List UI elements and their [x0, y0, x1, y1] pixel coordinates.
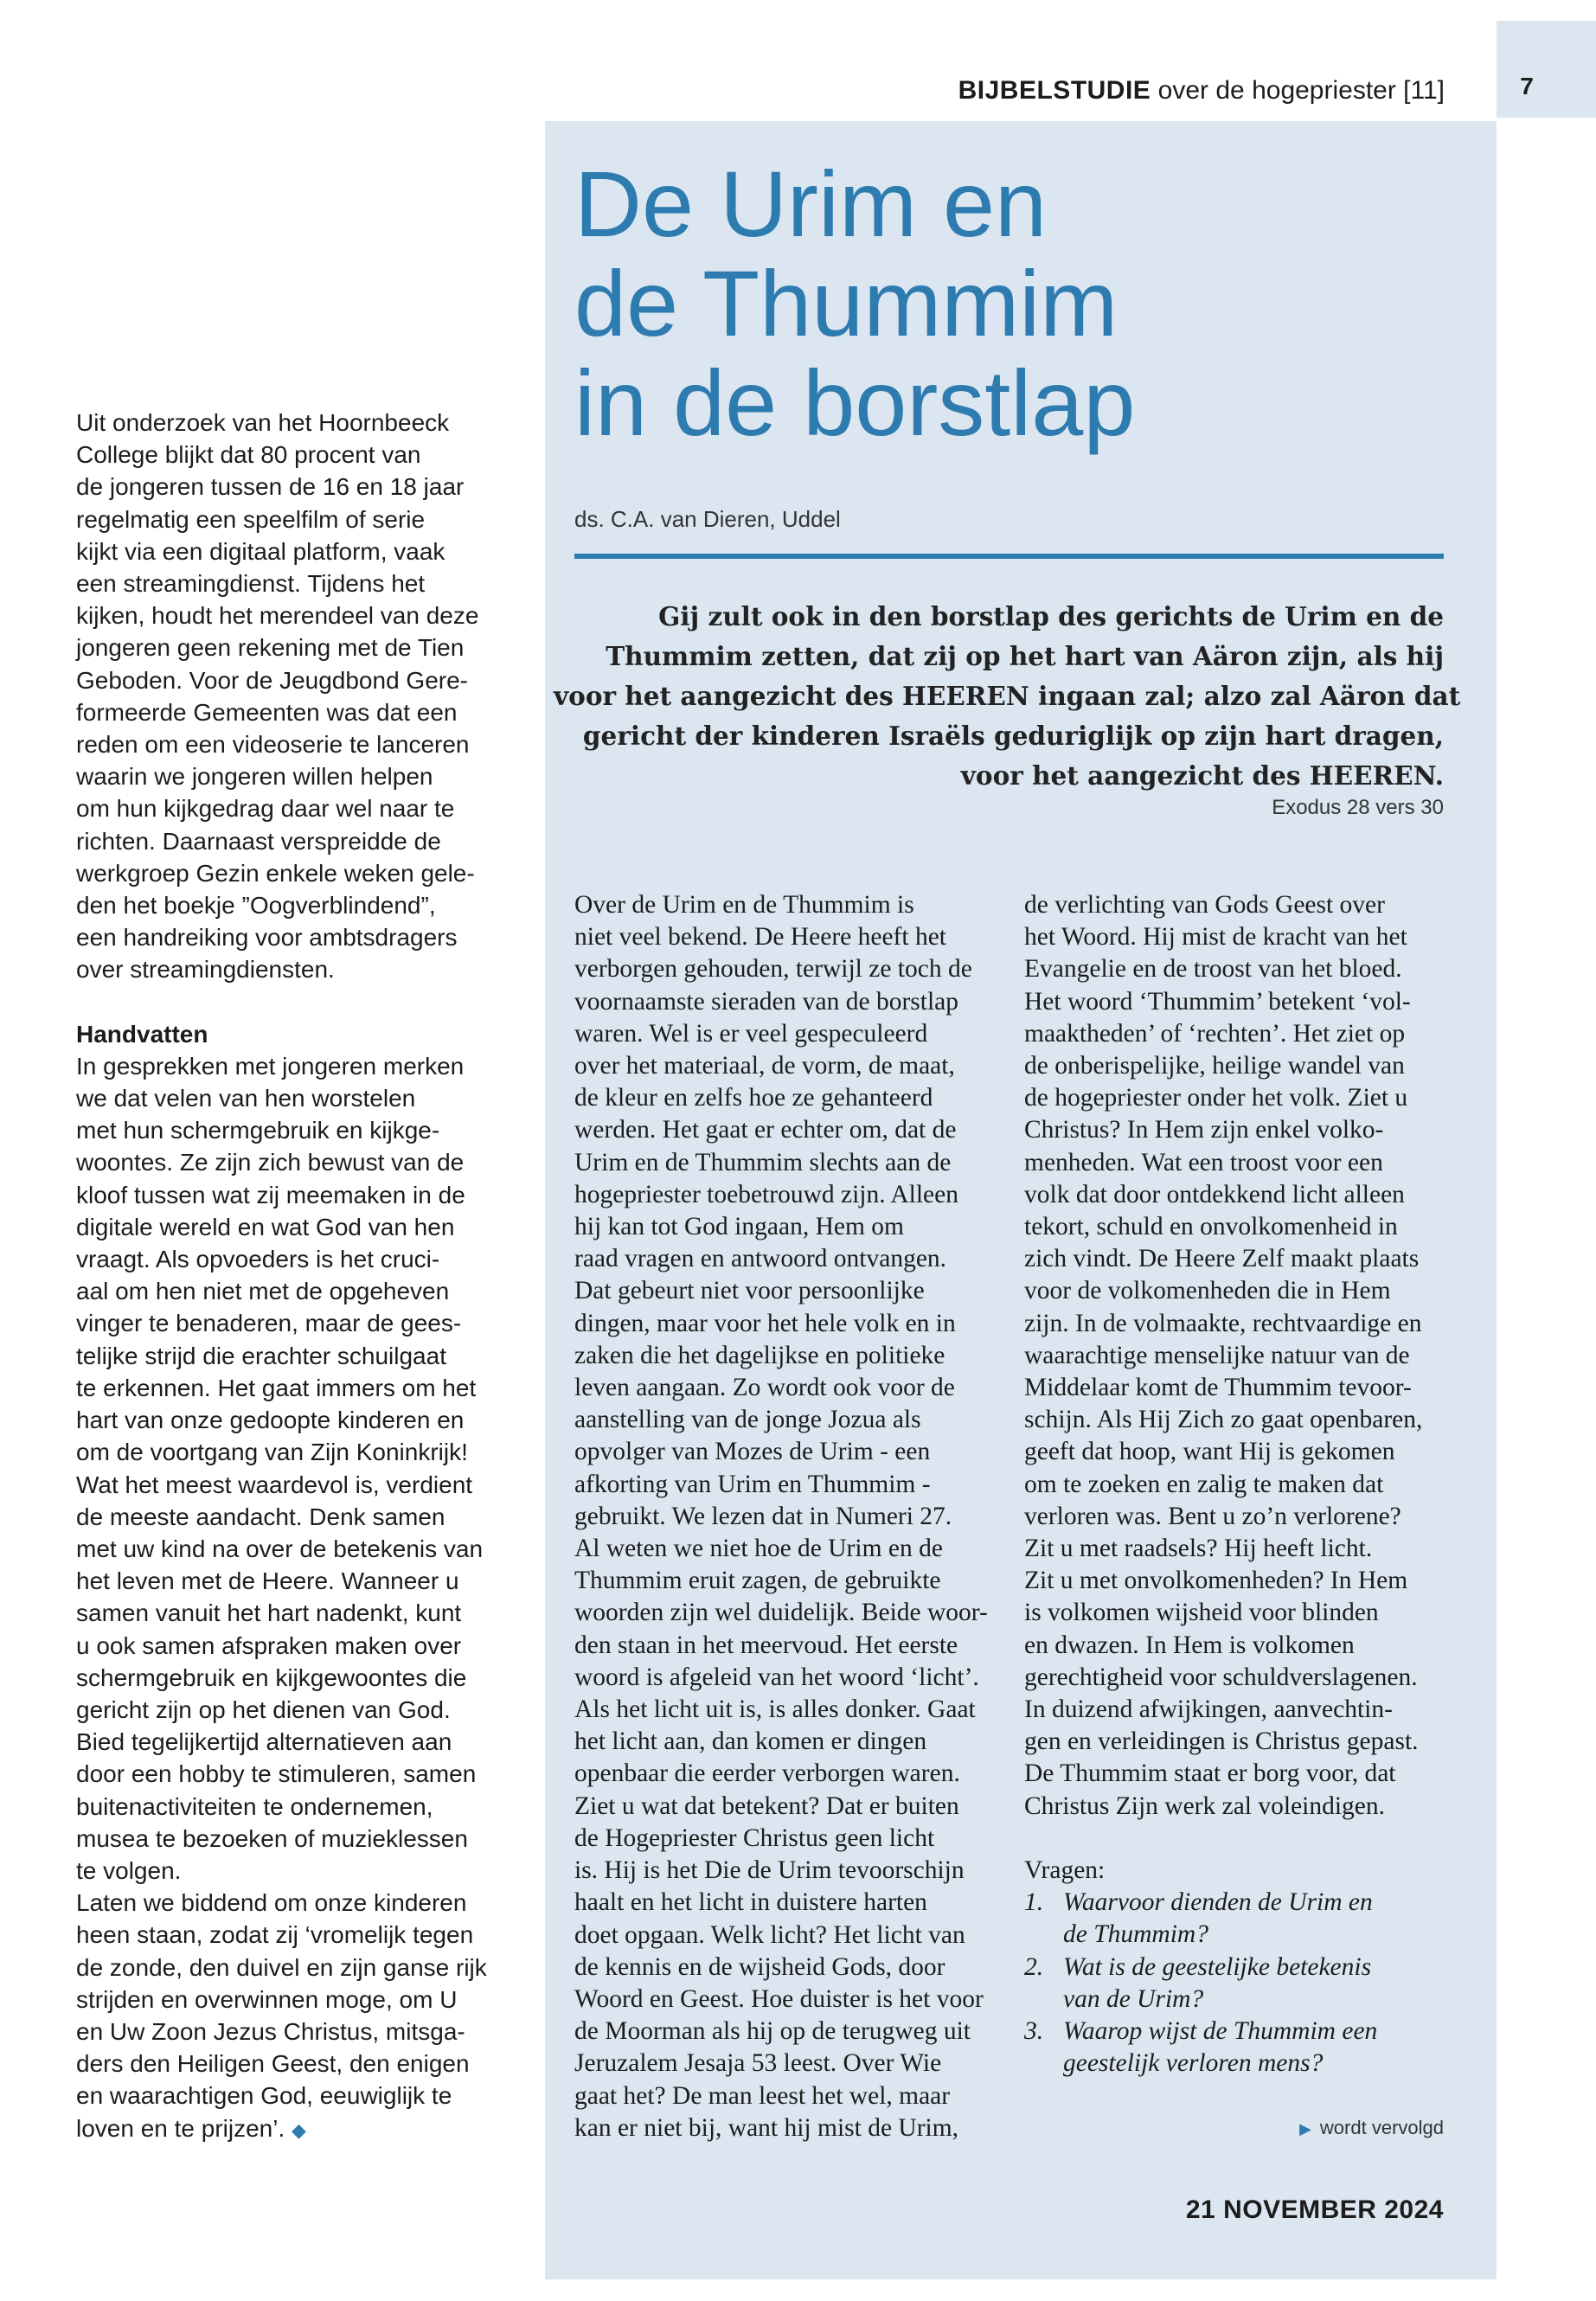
text-line: Als het licht uit is, is alles donker. Gaat — [574, 1695, 976, 1724]
text-line: Bied tegelijkertijd alternatieven aan — [76, 1728, 452, 1756]
text-line: hart van onze gedoopte kinderen en — [76, 1407, 465, 1434]
quote-line: voor het aangezicht des HEEREN ingaan zal; alzo zal Aäron dat — [554, 681, 1461, 711]
quote-line: voor het aangezicht des HEEREN. — [960, 760, 1444, 791]
text-line: dingen, maar voor het hele volk en in — [574, 1309, 956, 1337]
text-line: gericht zijn op het dienen van God. — [76, 1695, 451, 1723]
title-divider — [574, 554, 1444, 559]
text-line: musea te bezoeken of muzieklessen — [76, 1824, 468, 1852]
text-line: Evangelie en de troost van het bloed. — [1024, 955, 1402, 984]
author-byline: ds. C.A. van Dieren, Uddel — [574, 506, 841, 532]
text-line: Laten we biddend om onze kinderen — [76, 1889, 467, 1917]
text-line: formeerde Gemeenten was dat een — [76, 698, 458, 726]
text-line: we dat velen van hen worstelen — [76, 1085, 416, 1112]
text-line: Urim en de Thummim slechts aan de — [574, 1148, 952, 1176]
text-line: heen staan, zodat zij ‘vromelijk tegen — [76, 1921, 474, 1949]
sidebar-paragraph-2 — [76, 1050, 526, 2146]
text-line: den staan in het meervoud. Het eerste — [574, 1631, 958, 1659]
scripture-quote — [554, 597, 1461, 796]
text-line: kan er niet bij, want hij mist de Urim, — [574, 2113, 959, 2142]
text-line: regelmatig een speelfilm of serie — [76, 505, 426, 533]
article-column-right-body — [1024, 889, 1465, 1823]
text-line: menheden. Wat een troost voor een — [1024, 1148, 1383, 1176]
text-line: om te zoeken en zalig te maken dat — [1024, 1470, 1384, 1498]
text-line: is volkomen wijsheid voor blinden — [1024, 1599, 1379, 1627]
title-line: De Urim en — [574, 151, 1048, 256]
text-line: de verlichting van Gods Geest over — [1024, 891, 1385, 919]
text-line: reden om een videoserie te lanceren — [76, 731, 470, 759]
text-line: Thummim eruit zagen, de gebruikte — [574, 1567, 941, 1595]
text-line: woord is afgeleid van het woord ‘licht’. — [574, 1663, 979, 1691]
text-line: Uit onderzoek van het Hoornbeeck — [76, 409, 450, 436]
text-line: Woord en Geest. Hoe duister is het voor — [574, 1984, 984, 2013]
question-text: van de Urim? — [1063, 1984, 1204, 2013]
text-line: Wat het meest waardevol is, verdient — [76, 1471, 473, 1498]
text-line: over het materiaal, de vorm, de maat, — [574, 1052, 955, 1080]
text-line: Zit u met raadsels? Hij heeft licht. — [1024, 1535, 1373, 1563]
text-line: den het boekje ”Oogverblindend”, — [76, 892, 436, 920]
text-line: maaktheden’ of ‘rechten’. Het ziet op — [1024, 1019, 1406, 1048]
text-line: zijn. In de volmaakte, rechtvaardige en — [1024, 1309, 1422, 1337]
text-line: Ziet u wat dat betekent? Dat er buiten — [574, 1791, 959, 1820]
triangle-right-icon: ▶ — [1299, 2120, 1311, 2138]
text-line: werden. Het gaat er echter om, dat de — [574, 1116, 957, 1144]
text-line: werkgroep Gezin enkele weken gele- — [76, 859, 475, 887]
text-line: Dat gebeurt niet voor persoonlijke — [574, 1277, 925, 1305]
text-line: waarin we jongeren willen helpen — [76, 763, 433, 791]
text-line: buitenactiviteiten te ondernemen, — [76, 1792, 433, 1820]
text-line: Christus Zijn werk zal voleindigen. — [1024, 1791, 1386, 1820]
sidebar-text — [76, 407, 526, 2146]
text-line: is. Hij is het Die de Urim tevoorschijn — [574, 1856, 965, 1885]
quote-line: Gij zult ook in den borstlap des gerichts de Urim en de — [658, 601, 1444, 631]
question-item — [1024, 2016, 1465, 2048]
text-line: niet veel bekend. De Heere heeft het — [574, 923, 946, 952]
text-line: jongeren geen rekening met de Tien — [76, 634, 465, 662]
text-line: College blijkt dat 80 procent van — [76, 441, 421, 469]
text-line: over streamingdiensten. — [76, 956, 335, 984]
text-line: digitale wereld en wat God van hen — [76, 1213, 455, 1240]
text-line: het Woord. Hij mist de kracht van het — [1024, 923, 1407, 952]
text-line: de jongeren tussen de 16 en 18 jaar — [76, 473, 465, 501]
text-line: afkorting van Urim en Thummim - — [574, 1470, 931, 1498]
text-line: gen en verleidingen is Christus gepast. — [1024, 1727, 1419, 1756]
text-line: met hun schermgebruik en kijkge- — [76, 1117, 440, 1144]
text-line: het licht aan, dan komen er dingen — [574, 1727, 927, 1756]
text-line: raad vragen en antwoord ontvangen. — [574, 1245, 947, 1273]
section-label: BIJBELSTUDIE — [958, 76, 1151, 105]
text-line: te volgen. — [76, 1856, 182, 1884]
end-mark-icon: ◆ — [292, 2118, 306, 2141]
text-line: de hogepriester onder het volk. Ziet u — [1024, 1084, 1408, 1112]
text-line: tekort, schuld en onvolkomenheid in — [1024, 1213, 1398, 1241]
page-number-tab — [1497, 21, 1596, 118]
text-line: doet opgaan. Welk licht? Het licht van — [574, 1920, 965, 1949]
continued-label: wordt vervolgd — [1319, 2117, 1444, 2138]
text-line: vraagt. Als opvoeders is het cruci- — [76, 1246, 440, 1273]
text-line: Het woord ‘Thummim’ betekent ‘vol- — [1024, 987, 1411, 1016]
question-number: 1. — [1024, 1888, 1044, 1917]
question-item — [1024, 1887, 1465, 1919]
text-line: schermgebruik en kijkgewoontes die — [76, 1663, 467, 1691]
question-number: 3. — [1024, 2016, 1044, 2045]
text-line: openbaar die eerder verborgen waren. — [574, 1759, 960, 1788]
title-line: in de borstlap — [574, 350, 1136, 455]
article-title — [574, 151, 1439, 455]
text-line: om de voortgang van Zijn Koninkrijk! — [76, 1439, 468, 1466]
questions-heading: Vragen: — [1024, 1856, 1106, 1884]
question-item — [1024, 1984, 1465, 2016]
text-line: en Uw Zoon Jezus Christus, mitsga- — [76, 2017, 465, 2045]
text-line: een handreiking voor ambtsdragers — [76, 924, 458, 952]
text-line: en dwazen. In Hem is volkomen — [1024, 1631, 1355, 1659]
text-line: om hun kijkgedrag daar wel naar te — [76, 795, 455, 823]
text-line: voor de volkomenheden die in Hem — [1024, 1277, 1391, 1305]
text-line: met uw kind na over de betekenis van — [76, 1535, 484, 1562]
text-line: ders den Heiligen Geest, den enigen — [76, 2050, 470, 2078]
text-line: en waarachtigen God, eeuwiglijk te — [76, 2082, 452, 2110]
text-line: kloof tussen wat zij meemaken in de — [76, 1181, 465, 1208]
text-line: Al weten we niet hoe de Urim en de — [574, 1535, 943, 1563]
questions-list — [1024, 1887, 1465, 2080]
text-line: door een hobby te stimuleren, samen — [76, 1760, 477, 1788]
text-line: kijkt via een digitaal platform, vaak — [76, 537, 445, 565]
text-line: woontes. Ze zijn zich bewust van de — [76, 1149, 465, 1176]
text-line: waren. Wel is er veel gespeculeerd — [574, 1019, 928, 1048]
text-line: Jeruzalem Jesaja 53 leest. Over Wie — [574, 2049, 942, 2078]
text-line: volk dat door ontdekkend licht alleen — [1024, 1180, 1405, 1208]
text-line: zich vindt. De Heere Zelf maakt plaats — [1024, 1245, 1420, 1273]
article-column-middle — [574, 889, 1016, 2144]
text-line: Zit u met onvolkomenheden? In Hem — [1024, 1567, 1408, 1595]
text-line: gebruikt. We lezen dat in Numeri 27. — [574, 1502, 952, 1530]
text-line: In gesprekken met jongeren merken — [76, 1052, 465, 1080]
question-text: Wat is de geestelijke betekenis — [1063, 1952, 1372, 1981]
text-line: de zonde, den duivel en zijn ganse rijk — [76, 1953, 487, 1981]
question-number: 2. — [1024, 1952, 1044, 1981]
text-line: verloren was. Bent u zo’n verlorene? — [1024, 1502, 1401, 1530]
text-line: te erkennen. Het gaat immers om het — [76, 1374, 477, 1401]
title-line: de Thummim — [574, 251, 1118, 356]
text-line: de Moorman als hij op de terugweg uit — [574, 2017, 971, 2046]
text-line: Christus? In Hem zijn enkel volko- — [1024, 1116, 1384, 1144]
text-line: de kleur en zelfs hoe ze gehanteerd — [574, 1084, 933, 1112]
text-line-with-endmark — [76, 2112, 526, 2146]
quote-reference: Exodus 28 vers 30 — [1272, 796, 1444, 819]
question-text: Waarop wijst de Thummim een — [1063, 2016, 1378, 2045]
text-line: haalt en het licht in duistere harten — [574, 1888, 927, 1917]
text-line: de kennis en de wijsheid Gods, door — [574, 1952, 945, 1981]
question-text: de Thummim? — [1063, 1920, 1208, 1949]
quote-line: Thummim zetten, dat zij op het hart van Aäron zijn, als hij — [606, 641, 1444, 671]
text-line: aanstelling van de jonge Jozua als — [574, 1406, 921, 1434]
text-line: vinger te benaderen, maar de gees- — [76, 1310, 462, 1337]
question-item — [1024, 2048, 1465, 2080]
question-text: geestelijk verloren mens? — [1063, 2049, 1324, 2078]
text-line: u ook samen afspraken maken over — [76, 1631, 462, 1659]
text-line: voornaamste sieraden van de borstlap — [574, 987, 958, 1016]
sidebar-heading: Handvatten — [76, 1020, 208, 1048]
text-line: Over de Urim en de Thummim is — [574, 891, 914, 919]
question-item — [1024, 1952, 1465, 1984]
text-line: waarachtige menselijke natuur van de — [1024, 1341, 1410, 1369]
page-number: 7 — [1520, 73, 1534, 99]
text-line: de onberispelijke, heilige wandel van — [1024, 1052, 1405, 1080]
text-line: hij kan tot God ingaan, Hem om — [574, 1213, 904, 1241]
text-line: de Hogepriester Christus geen licht — [574, 1823, 935, 1852]
text-line: schijn. Als Hij Zich zo gaat openbaren, — [1024, 1406, 1423, 1434]
text-line: kijken, houdt het merendeel van deze — [76, 602, 479, 630]
question-item — [1024, 1919, 1465, 1951]
text-line: opvolger van Mozes de Urim - een — [574, 1438, 931, 1466]
running-header — [958, 76, 1445, 106]
text-line: Geboden. Voor de Jeugdbond Gere- — [76, 666, 469, 694]
text-line: woorden zijn wel duidelijk. Beide woor- — [574, 1599, 988, 1627]
text-line: een streamingdienst. Tijdens het — [76, 570, 426, 598]
text-line: De Thummim staat er borg voor, dat — [1024, 1759, 1396, 1788]
text-line: het leven met de Heere. Wanneer u — [76, 1567, 459, 1595]
section-subtitle: over de hogepriester [11] — [1157, 76, 1445, 105]
issue-date: 21 NOVEMBER 2024 — [1185, 2195, 1444, 2224]
sidebar-paragraph-1 — [76, 407, 526, 986]
text-line: richten. Daarnaast verspreidde de — [76, 827, 441, 855]
text-line: verborgen gehouden, terwijl ze toch de — [574, 955, 972, 984]
text-line: zaken die het dagelijkse en politieke — [574, 1341, 945, 1369]
text-line: leven aangaan. Zo wordt ook voor de — [574, 1374, 955, 1402]
quote-line: gericht der kinderen Israëls geduriglijk op zijn hart dragen, — [582, 721, 1444, 751]
text-line: Middelaar komt de Thummim tevoor- — [1024, 1374, 1412, 1402]
text-line: In duizend afwijkingen, aanvechtin- — [1024, 1695, 1393, 1724]
continued-note — [1299, 2117, 1444, 2139]
text-line: loven en te prijzen’. — [76, 2114, 285, 2142]
text-line: hogepriester toebetrouwd zijn. Alleen — [574, 1180, 958, 1208]
text-line: strijden en overwinnen moge, om U — [76, 1985, 458, 2013]
text-line: gaat het? De man leest het wel, maar — [574, 2081, 951, 2110]
text-line: gerechtigheid voor schuldverslagenen. — [1024, 1663, 1418, 1691]
question-text: Waarvoor dienden de Urim en — [1063, 1888, 1373, 1917]
text-line: telijke strijd die erachter schuilgaat — [76, 1342, 446, 1369]
text-line: aal om hen niet met de opgeheven — [76, 1278, 450, 1305]
text-line: de meeste aandacht. Denk samen — [76, 1503, 445, 1530]
text-line: samen vanuit het hart nadenkt, kunt — [76, 1599, 462, 1627]
article-column-right — [1024, 889, 1465, 2080]
text-line: geeft dat hoop, want Hij is gekomen — [1024, 1438, 1395, 1466]
